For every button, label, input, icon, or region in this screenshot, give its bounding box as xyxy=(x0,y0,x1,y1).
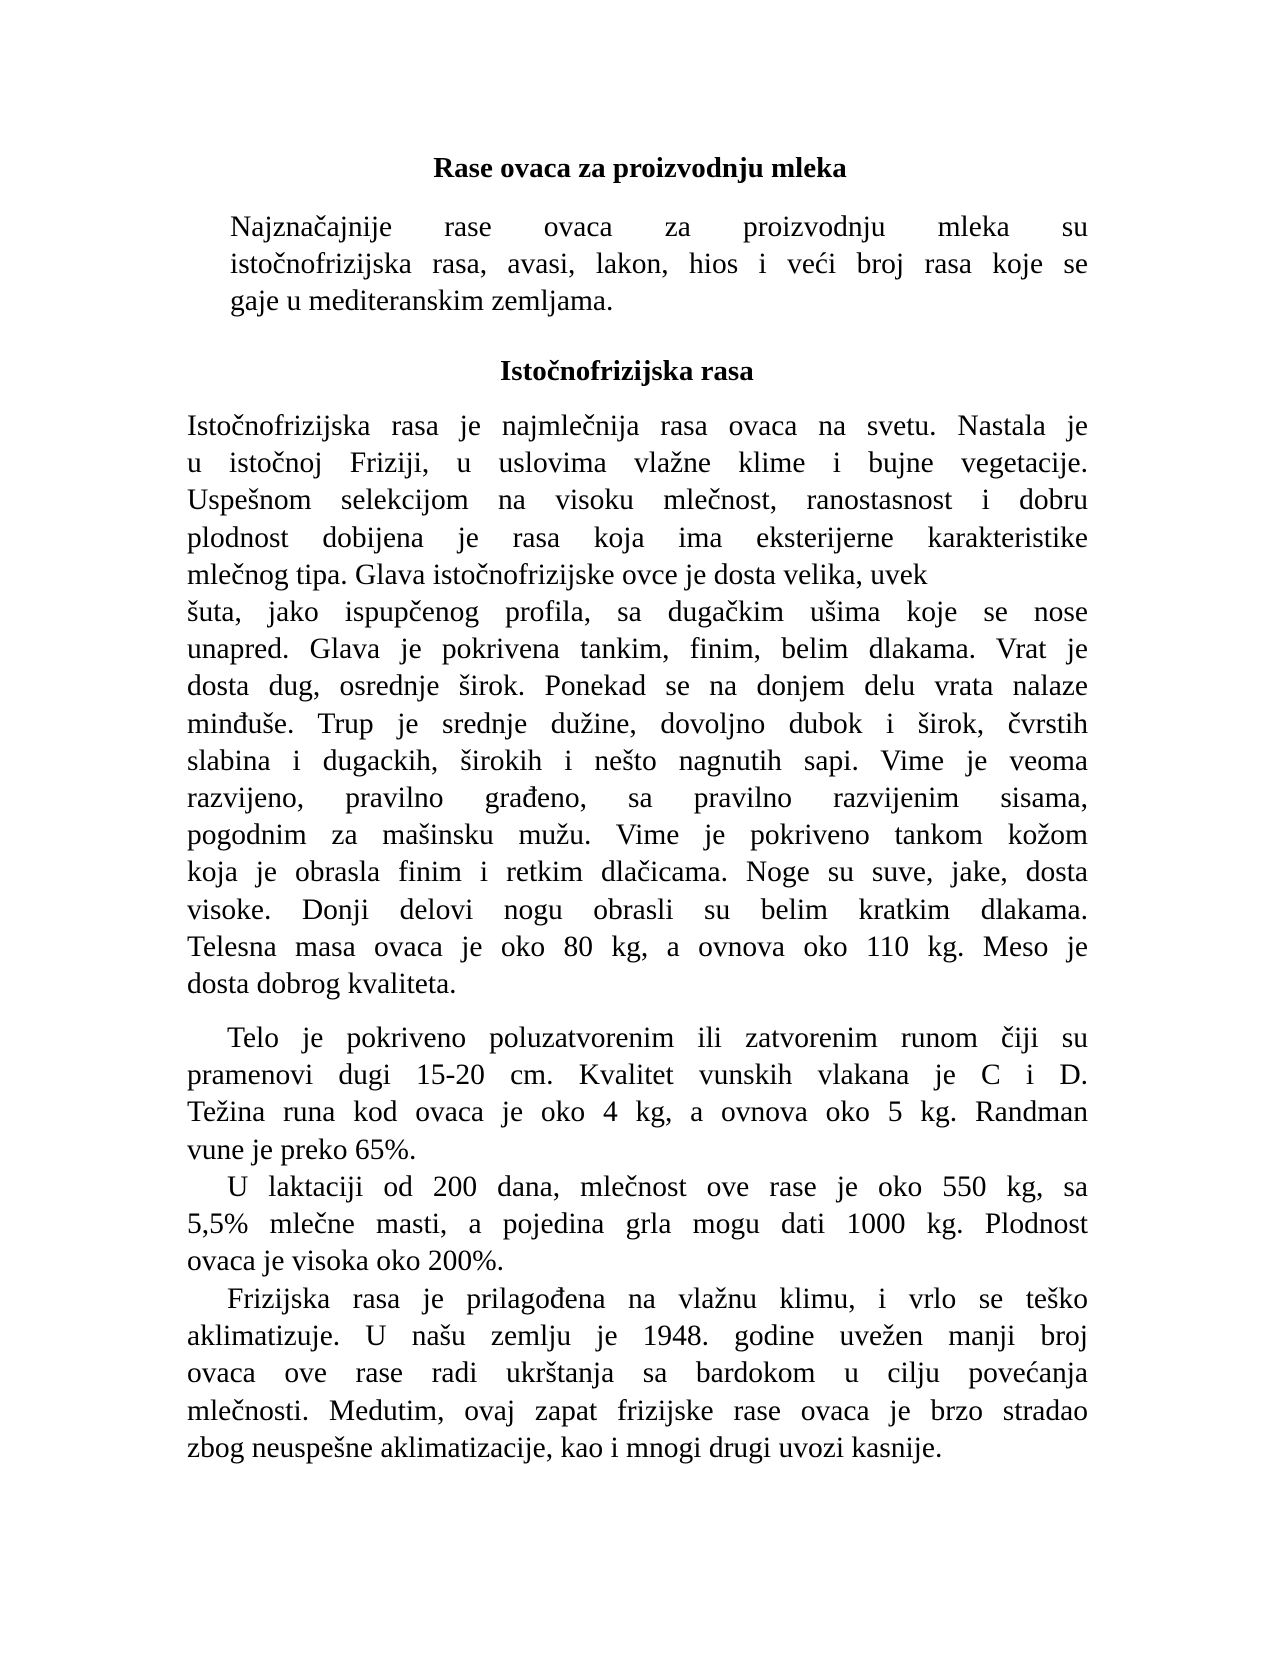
paragraph-line: pramenovi dugi 15-20 cm. Kvalitet vunskih vlakana je C i D. xyxy=(187,1059,1088,1092)
paragraph-line: u istočnoj Friziji, u uslovima vlažne klime i bujne vegetacije. xyxy=(187,447,1088,480)
paragraph-line: vune je preko 65%. xyxy=(187,1133,417,1166)
paragraph-line: ovaca je visoka oko 200%. xyxy=(187,1245,505,1278)
paragraph-line: razvijeno, pravilno građeno, sa pravilno razvijenim sisama, xyxy=(187,782,1088,815)
paragraph-line: U laktaciji od 200 dana, mlečnost ove rase je oko 550 kg, sa xyxy=(227,1171,1088,1203)
paragraph-line: dosta dobrog kvaliteta. xyxy=(187,968,457,1001)
paragraph-line: šuta, jako ispupčenog profila, sa dugačkim ušima koje se nose xyxy=(187,596,1088,629)
paragraph-4 xyxy=(187,1281,1088,1467)
intro-line: Najznačajnije rase ovaca za proizvodnju mleka su xyxy=(230,211,1088,243)
paragraph-line: mlečnosti. Medutim, ovaj zapat frizijske rase ovaca je brzo stradao xyxy=(187,1394,1088,1427)
paragraph-line: plodnost dobijena je rasa koja ima eksterijerne karakteristike xyxy=(187,521,1088,554)
paragraph-line: unapred. Glava je pokrivena tankim, finim, belim dlakama. Vrat je xyxy=(187,633,1088,666)
paragraph-line: Telesna masa ovaca je oko 80 kg, a ovnova oko 110 kg. Meso je xyxy=(187,930,1088,963)
paragraph-line: Uspešnom selekcijom na visoku mlečnost, ranostasnost i dobru xyxy=(187,484,1088,517)
paragraph-line: Telo je pokriveno poluzatvorenim ili zatvorenim runom čiji su xyxy=(227,1022,1088,1054)
paragraph-3 xyxy=(187,1169,1088,1281)
section-title: Istočnofrizijska rasa xyxy=(500,355,754,387)
intro-paragraph xyxy=(218,209,1088,321)
paragraph-1 xyxy=(187,408,1088,1003)
paragraph-line: koja je obrasla finim i retkim dlačicama. Noge su suve, jake, dosta xyxy=(187,856,1088,889)
paragraph-line: zbog neuspešne aklimatizacije, kao i mnogi drugi uvozi kasnije. xyxy=(187,1431,943,1464)
paragraph-line: Istočnofrizijska rasa je najmlečnija rasa ovaca na svetu. Nastala je xyxy=(187,410,1088,442)
paragraph-line: aklimatizuje. U našu zemlju je 1948. godine uvežen manji broj xyxy=(187,1320,1088,1353)
paragraph-line: minđuše. Trup je srednje dužine, dovoljno dubok i širok, čvrstih xyxy=(187,707,1088,740)
paragraph-line: pogodnim za mašinsku mužu. Vime je pokriveno tankom kožom xyxy=(187,819,1088,852)
paragraph-line: dosta dug, osrednje širok. Ponekad se na donjem delu vrata nalaze xyxy=(187,670,1088,703)
paragraph-line: mlečnog tipa. Glava istočnofrizijske ovce je dosta velika, uvek xyxy=(187,558,928,591)
paragraph-2 xyxy=(187,1020,1088,1169)
document-title: Rase ovaca za proizvodnju mleka xyxy=(433,152,847,184)
paragraph-line: ovaca ove rase radi ukrštanja sa bardokom u cilju povećanja xyxy=(187,1357,1088,1390)
paragraph-line: 5,5% mlečne masti, a pojedina grla mogu dati 1000 kg. Plodnost xyxy=(187,1208,1088,1241)
paragraph-line: Težina runa kod ovaca je oko 4 kg, a ovnova oko 5 kg. Randman xyxy=(187,1096,1088,1129)
paragraph-line: slabina i dugackih, širokih i nešto nagnutih sapi. Vime je veoma xyxy=(187,744,1088,777)
paragraph-line: Frizijska rasa je prilagođena na vlažnu klimu, i vrlo se teško xyxy=(227,1283,1088,1315)
intro-line: gaje u mediteranskim zemljama. xyxy=(230,285,614,318)
intro-line: istočnofrizijska rasa, avasi, lakon, hios i veći broj rasa koje se xyxy=(230,248,1088,281)
paragraph-line: visoke. Donji delovi nogu obrasli su belim kratkim dlakama. xyxy=(187,893,1088,926)
